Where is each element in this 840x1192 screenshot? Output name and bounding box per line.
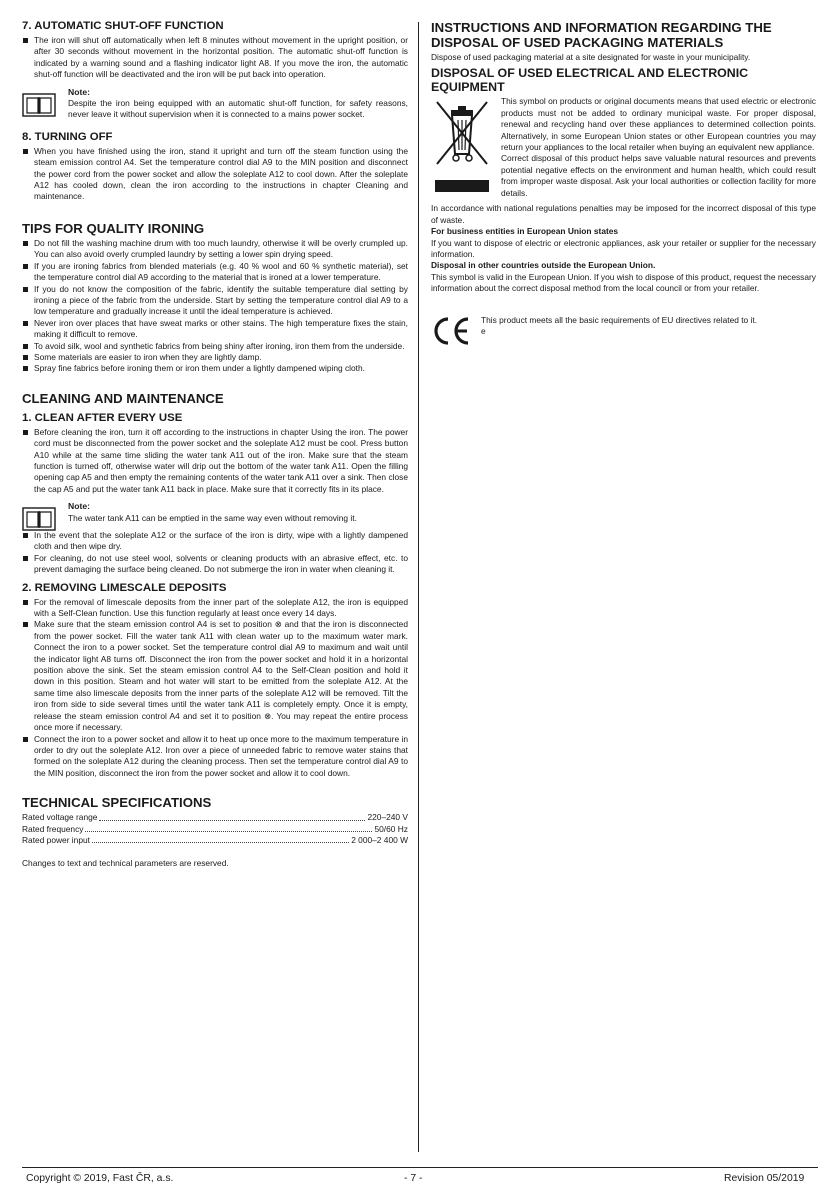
section-7-title: 7. AUTOMATIC SHUT-OFF FUNCTION [22,20,224,32]
list-item: If you are ironing fabrics from blended materials (e.g. 40 % wool and 60 % synthetic material), set the temperature control dial A9 according to the material that is ironed at a lower temperature. [22,261,408,284]
cleaning-title: CLEANING AND MAINTENANCE [22,390,224,406]
other-countries-title: Disposal in other countries outside the European Union. [431,260,656,271]
note-title: Note: [68,86,90,97]
packaging-text: Dispose of used packaging material at a site designated for waste in your municipality. [431,52,751,62]
section-7-list [22,35,408,81]
weee-title: DISPOSAL OF USED ELECTRICAL AND ELECTRONIC EQUIPMENT [431,66,749,95]
spec-dots [92,842,349,843]
tech-title: TECHNICAL SPECIFICATIONS [22,795,212,811]
spec-label: Rated power input [22,834,90,845]
other-countries-text: This symbol is valid in the European Union. If you wish to dispose of this product, request the necessary information about the correct disposal method from the local council or from your retailer. [431,271,816,294]
right-column [431,20,816,349]
clean-1-title: 1. CLEAN AFTER EVERY USE [22,411,183,424]
note-box [22,501,408,524]
tips-list [22,238,408,375]
spec-dots [85,831,372,832]
changes-note: Changes to text and technical parameters are reserved. [22,858,229,869]
list-item: In the event that the soleplate A12 or the surface of the iron is dirty, wipe with a lightly dampened cloth and then wipe dry. [22,530,408,553]
footer-copyright: Copyright © 2019, Fast ČR, a.s. [26,1173,174,1184]
weee-text-2: Correct disposal of this product helps save valuable natural resources and prevents potential negative effects on the environment and human health, which could result from improper waste disposal. Ask your local authorities or collection facility for more details. [501,153,816,198]
note-text: Despite the iron being equipped with an automatic shut-off function, for safety reasons, never leave it without supervision when it is connected to a mains power socket. [68,98,408,120]
weee-text-3: In accordance with national regulations penalties may be imposed for the incorrect disposal of this type of waste. [431,203,816,225]
section-8-list [22,146,408,203]
list-item: To avoid silk, wool and synthetic fabrics from being shiny after ironing, iron them from the underside. [22,341,408,352]
left-column [22,20,408,870]
ce-extra-mark: e [481,326,486,337]
tips-title: TIPS FOR QUALITY IRONING [22,220,205,236]
list-item: When you have finished using the iron, stand it upright and turn off the steam function using the steam emission control A4. Set the temperature control dial A9 to the MIN position and disconnect the power cord from the power socket and allow the soleplate A12 to cool down. After the soleplate A12 has cooled down, clean the iron according to the instructions in chapter Cleaning and maintenance. [22,146,408,203]
list-item: Some materials are easier to iron when they are lightly damp. [22,352,408,363]
book-icon [22,507,56,531]
spec-dots [99,820,365,821]
footer-page-number: - 7 - [404,1173,423,1184]
ce-text: This product meets all the basic requirements of EU directives related to it. [481,314,758,325]
list-item: Connect the iron to a power socket and allow it to heat up once more to the maximum temperature in order to dry out the soleplate A12. Iron over a piece of unneeded fabric to remove water stains that formed on the soleplate A12 during the cleaning process. Then set the temperature control dial A9 to the MIN position, disconnect the iron from the power socket and allow it to cool down. [22,734,408,780]
spec-table [22,812,408,846]
business-title: For business entities in European Union states [431,226,619,237]
list-item: The iron will shut off automatically when left 8 minutes without movement in the upright position, or after 30 seconds without movement in the horizontal position. The automatic shut-off function is indicated by a warning sound and a flashing indicator light A8. If you move the iron, the automatic shut-off function will be deactivated and the iron will be put back into operation. [22,35,408,81]
list-item: For the removal of limescale deposits from the inner part of the soleplate A12, the iron is equipped with a Self-Clean function. Use this function regularly at least once every 14 days. [22,597,408,620]
weee-block [431,96,816,226]
list-item: Never iron over places that have sweat marks or other stains. The high temperature fixes the stain, making it difficult to remove. [22,318,408,341]
spec-value: 50/60 Hz [374,823,408,834]
column-divider [418,22,419,1152]
spec-row [22,812,408,823]
list-item: Make sure that the steam emission control A4 is set to position ⊗ and that the iron is disconnected from the power socket. Fill the water tank A11 with clean water up to the maximum water mark. Connect the iron to a power socket. Set the temperature control dial A9 to maximum and wait until the indicator light A8 turns off. Disconnect the iron from the power socket and hold it in a horizontal position above the sink. Set the steam emission control A4 to the Self-Clean position and hold it down in this position. Steam and hot water will start to be emitted from the soleplate A12. At the same time also limescale deposits from the inner parts of the soleplate A12 will be removed. Tilt the iron from side to side several times until the water tank A11 is completely empty. Once it is empty, release the steam emission control A4 and set it to position ⊗. You may repeat the entire process once more if necessary. [22,619,408,733]
spec-value: 220–240 V [367,812,408,823]
list-item: If you do not know the composition of the fabric, identify the suitable temperature dial setting by ironing a piece of the fabric from the underside. Start by setting the temperature control dial A9 to a low temperature and gradually increase it until the ideal temperature is achieved. [22,284,408,318]
spec-row [22,835,408,846]
crossed-bin-icon [431,96,493,201]
spec-row [22,824,408,835]
clean-2-title: 2. REMOVING LIMESCALE DEPOSITS [22,581,227,594]
clean-1-list [22,427,408,495]
note-text: The water tank A11 can be emptied in the same way even without removing it. [68,512,357,523]
list-item: For cleaning, do not use steel wool, solvents or cleaning products with an abrasive effect, etc. to prevent damaging the surface being cleaned. Do not submerge the iron in water when cleaning it. [22,553,408,576]
clean-2-list [22,597,408,780]
list-item: Before cleaning the iron, turn it off according to the instructions in chapter Using the iron. The power cord must be disconnected from the power socket and the soleplate A12 must be cool. Press button A10 while at the same time sliding the water tank A11 out of the iron. Make sure that the steam function is turned off, otherwise water will drip out the bottom of the water tank A11. Open the filling opening cap A5 and then empty the remaining contents of the water tank A11 over a sink. Then close the cap A5 and put the water tank A11 back in place. Make sure that it correctly fits in its place. [22,427,408,495]
note-box [22,87,408,121]
ce-block [431,315,816,338]
note-title: Note: [68,501,90,512]
spec-value: 2 000–2 400 W [351,834,408,845]
clean-1-extra-list [22,530,408,576]
list-item: Do not fill the washing machine drum with too much laundry, otherwise it will be overly crumpled up. You can also avoid overly crumpled laundry by setting a lower spin drying speed. [22,238,408,261]
footer-divider [22,1167,818,1168]
book-icon [22,93,56,117]
ce-mark-icon [431,315,471,347]
footer-revision: Revision 05/2019 [724,1173,805,1184]
spec-label: Rated voltage range [22,812,98,823]
weee-text-1: This symbol on products or original documents means that used electric or electronic products must not be added to ordinary municipal waste. For proper disposal, renewal and recycling hand over these appliances to determined collection points. Alternatively, in some European Union states or other European countries you may return your appliances to the local retailer when buying an equivalent new appliance. [501,96,816,153]
business-text: If you want to dispose of electric or electronic appliances, ask your retailer or supplier for the necessary information. [431,237,816,260]
weee-icon [431,96,493,201]
list-item: Spray fine fabrics before ironing them or iron them under a lightly dampened wiping cloth. [22,363,408,374]
section-8-title: 8. TURNING OFF [22,130,113,143]
spec-label: Rated frequency [22,823,84,834]
packaging-title: INSTRUCTIONS AND INFORMATION REGARDING THE DISPOSAL OF USED PACKAGING MATERIALS [431,20,772,50]
